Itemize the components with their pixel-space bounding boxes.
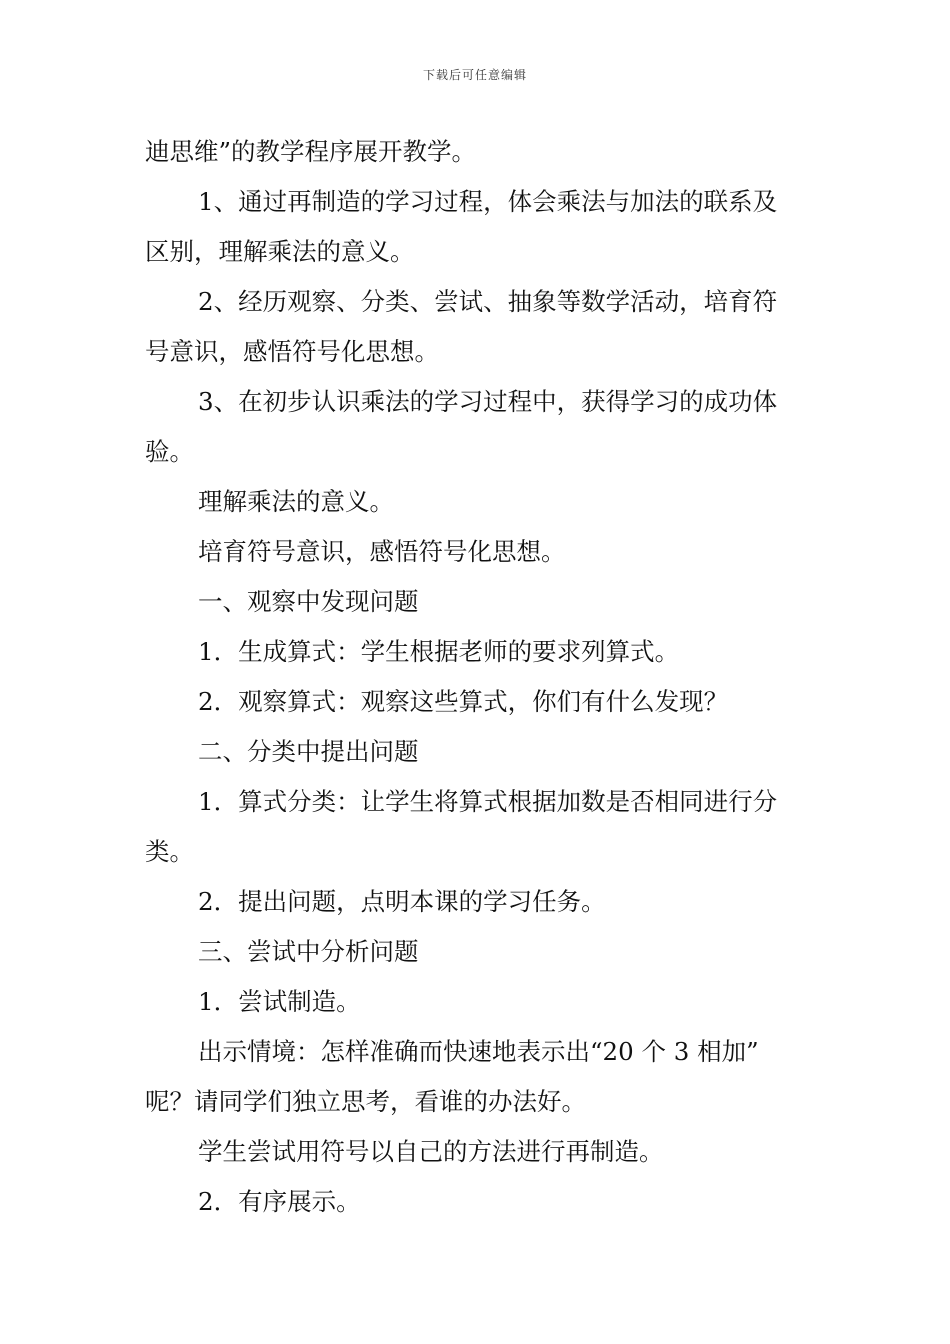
text-line: 1．生成算式：学生根据老师的要求列算式。 — [198, 637, 680, 666]
section-heading: 一、观察中发现问题 — [198, 587, 419, 616]
text-line: 2．观察算式：观察这些算式，你们有什么发现？ — [198, 687, 729, 716]
text-line: 出示情境：怎样准确而快速地表示出“20 个 3 相加” — [198, 1037, 759, 1066]
text-line: 呢？请同学们独立思考，看谁的办法好。 — [145, 1087, 586, 1116]
text-line: 2、经历观察、分类、尝试、抽象等数学活动，培育符 — [198, 287, 778, 316]
text-line: 号意识，感悟符号化思想。 — [145, 337, 439, 366]
text-line: 培育符号意识，感悟符号化思想。 — [198, 537, 566, 566]
section-heading: 二、分类中提出问题 — [198, 737, 419, 766]
text-line: 迪思维”的教学程序展开教学。 — [145, 137, 477, 166]
text-line: 1．尝试制造。 — [198, 987, 361, 1016]
page-header: 下载后可任意编辑 — [422, 68, 527, 82]
text-line: 类。 — [145, 837, 194, 866]
text-line: 区别，理解乘法的意义。 — [145, 237, 415, 266]
section-heading: 三、尝试中分析问题 — [198, 937, 419, 966]
document-body — [145, 127, 805, 1227]
text-line: 2．有序展示。 — [198, 1187, 361, 1216]
text-line: 理解乘法的意义。 — [198, 487, 394, 516]
text-line: 1．算式分类：让学生将算式根据加数是否相同进行分 — [198, 787, 778, 816]
text-line: 1、通过再制造的学习过程，体会乘法与加法的联系及 — [198, 187, 778, 216]
text-line: 学生尝试用符号以自己的方法进行再制造。 — [198, 1137, 664, 1166]
text-line: 3、在初步认识乘法的学习过程中，获得学习的成功体 — [198, 387, 778, 416]
text-line: 验。 — [145, 437, 194, 466]
text-line: 2．提出问题，点明本课的学习任务。 — [198, 887, 606, 916]
